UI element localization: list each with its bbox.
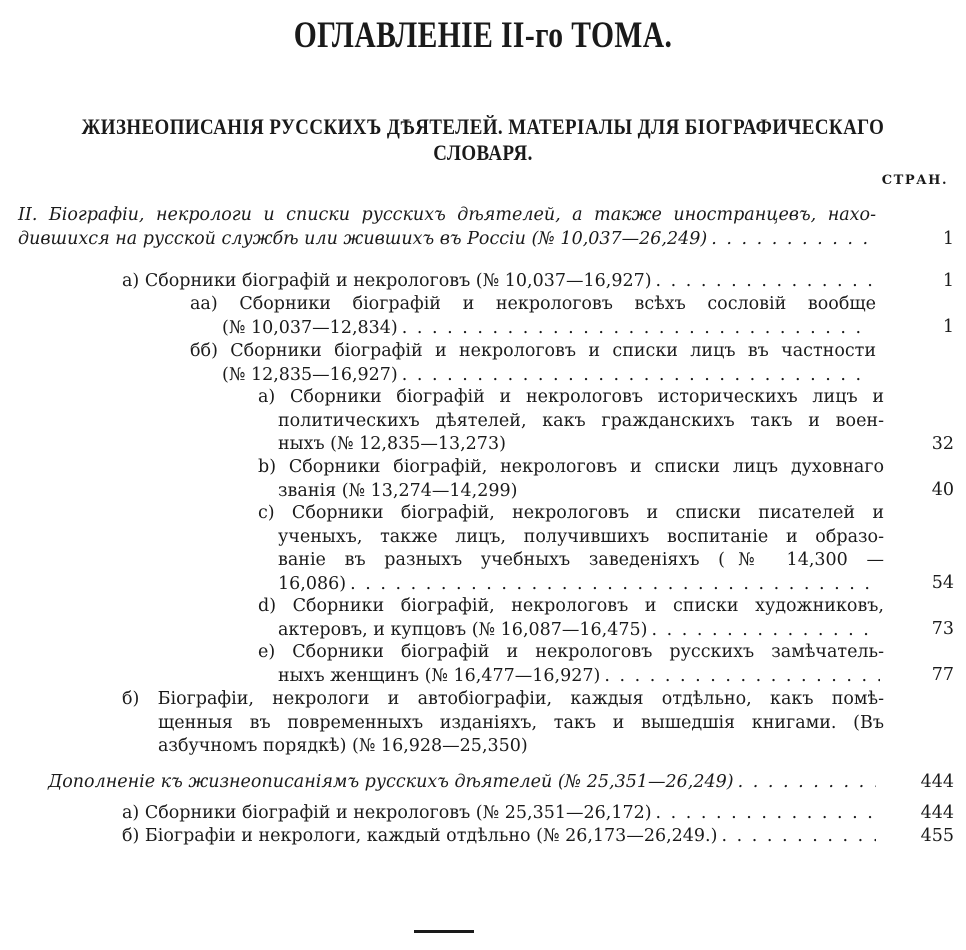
toc-line: a) Сборники біографій и некрологовъ историческихъ лицъ и [258, 387, 884, 407]
toc-page-number: 77 [931, 665, 954, 685]
toc-entry-sub-b [258, 456, 884, 503]
leader-dots [721, 825, 876, 849]
toc-entry-aa [190, 293, 876, 340]
toc-line: дившихся на русской службѣ или жившихъ въ Россіи (№ 10,037—26,249) . . . [18, 228, 876, 252]
toc-line: политическихъ дѣятелей, какъ гражданскихъ такъ и воен- [278, 410, 884, 431]
toc-page-number: 54 [931, 573, 954, 593]
toc-entry-sub-d [258, 595, 884, 642]
toc-entry-b [122, 688, 884, 759]
toc-entry-supplement-a [122, 802, 880, 826]
page-title: ОГЛАВЛЕНІЕ II-го ТОМА. [293, 15, 673, 56]
toc-line: б) Біографіи и некрологи, каждый отдѣльно (№ 26,173—26,249.) . . . [122, 825, 880, 849]
leader-dots [656, 270, 872, 294]
toc-line: 16,086) . . . [258, 573, 884, 597]
toc-line: бб) Сборники біографій и некрологовъ и списки лицъ въ частности [190, 341, 876, 361]
toc-line: званія (№ 13,274—14,299) [278, 480, 518, 501]
toc-page-number: 32 [931, 434, 954, 454]
toc-line: ваніе въ разныхъ учебныхъ заведеніяхъ (№ 14,300 — [278, 550, 884, 570]
toc-page-number: 40 [931, 480, 954, 500]
toc-page-number: 1 [942, 317, 954, 337]
toc-entry-sub-e [258, 641, 884, 688]
leader-dots [656, 802, 876, 826]
toc-line: (№ 10,037—12,834) . . . [190, 317, 876, 341]
page-column-header: СТРАН. [881, 173, 948, 188]
toc-page-number: 73 [931, 619, 954, 639]
toc-line: азбучномъ порядкѣ) (№ 16,928—25,350) [158, 736, 528, 756]
leader-dots [604, 665, 880, 689]
toc-line: актеровъ, и купцовъ (№ 16,087—16,475) . . . [258, 619, 884, 643]
toc-entry-a [122, 270, 876, 294]
toc-line: щенныя въ повременныхъ изданіяхъ, такъ и вышедшія книгами. (Въ [158, 712, 884, 733]
toc-line: e) Сборники біографій и некрологовъ русскихъ замѣчатель- [258, 642, 884, 662]
toc-line: II. Біографіи, некрологи и списки русскихъ дѣятелей, а также иностранцевъ, нахо- [18, 205, 876, 225]
toc-line: ученыхъ, также лицъ, получившихъ воспитаніе и образо- [278, 526, 884, 547]
toc-line: ныхъ (№ 12,835—13,273) [278, 434, 506, 454]
toc-entry-section-ii [18, 204, 876, 251]
toc-line: б) Біографіи, некрологи и автобіографіи, каждыя отдѣльно, какъ помѣ- [122, 689, 884, 709]
leader-dots [402, 364, 872, 388]
toc-entry-sub-a [258, 386, 884, 457]
toc-entry-sub-c [258, 502, 884, 596]
toc-page-number: 1 [942, 229, 954, 249]
toc-page-number: 1 [942, 271, 954, 291]
leader-dots [651, 619, 880, 643]
footer-rule [414, 930, 474, 933]
toc-line: ныхъ женщинъ (№ 16,477—16,927) . . . [258, 665, 884, 689]
toc-line: а) Сборники біографій и некрологовъ (№ 25,351—26,172) . . . [122, 802, 880, 826]
section-subtitle: ЖИЗНЕОПИСАНІЯ РУССКИХЪ ДѢЯТЕЛЕЙ. МАТЕРІАЛЫ ДЛЯ БІОГРАФИЧЕСКАГО СЛОВАРЯ. [81, 114, 885, 165]
toc-page-number: 455 [920, 826, 954, 846]
toc-entry-supplement [48, 771, 880, 795]
leader-dots [738, 771, 876, 795]
leader-dots [402, 317, 872, 341]
leader-dots [350, 573, 880, 597]
toc-entry-bb [190, 340, 876, 387]
toc-line: Дополненіе къ жизнеописаніямъ русскихъ дѣятелей (№ 25,351—26,249) . . . [48, 771, 880, 795]
toc-line: b) Сборники біографій, некрологовъ и списки лицъ духовнаго [258, 457, 884, 477]
toc-page-number: 444 [920, 772, 954, 792]
toc-page-number: 444 [920, 803, 954, 823]
toc-line: аа) Сборники біографій и некрологовъ всѣхъ сословій вообще [190, 294, 876, 314]
toc-line: c) Сборники біографій, некрологовъ и списки писателей и [258, 503, 884, 523]
leader-dots [711, 228, 872, 252]
toc-line: а) Сборники біографій и некрологовъ (№ 10,037—16,927) . . . [122, 270, 876, 294]
toc-line: (№ 12,835—16,927) . . . [190, 364, 876, 388]
toc-line: d) Сборники біографій, некрологовъ и списки художниковъ, [258, 596, 884, 616]
toc-entry-supplement-b [122, 825, 880, 849]
